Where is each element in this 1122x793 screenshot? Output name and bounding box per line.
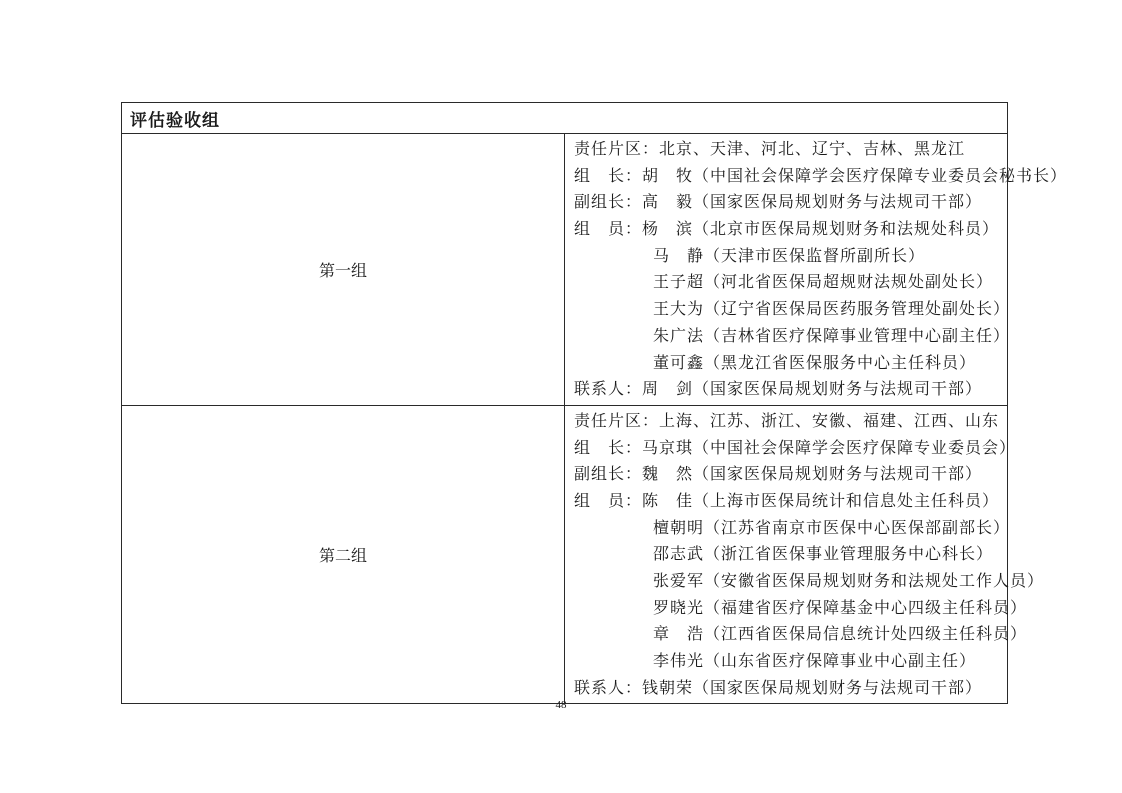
member-line: 张爱军（安徽省医保局规划财务和法规处工作人员） <box>653 571 1045 590</box>
member-line: 王子超（河北省医保局超规财法规处副处长） <box>653 272 994 292</box>
deputy-leader-line: 副组长：魏 然（国家医保局规划财务与法规司干部） <box>574 464 983 484</box>
member-line: 朱广法（吉林省医疗保障事业管理中心副主任） <box>653 325 1011 345</box>
member-line: 董可鑫（黑龙江省医保服务中心主任科员） <box>653 352 977 372</box>
member-line: 邵志武（浙江省医保事业管理服务中心科长） <box>653 544 994 564</box>
table-header-row <box>122 103 1008 134</box>
leader-line: 组 长：胡 牧（中国社会保障学会医疗保障专业委员会秘书长） <box>574 165 1068 185</box>
member-line: 马 静（天津市医保监督所副所长） <box>653 245 926 265</box>
member-line: 罗晓光（福建省医疗保障基金中心四级主任科员） <box>653 597 1028 617</box>
contact-line: 联系人：周 剑（国家医保局规划财务与法规司干部） <box>574 379 983 399</box>
group-members <box>565 405 1045 704</box>
responsible-region-line: 责任片区：上海、江苏、浙江、安徽、福建、江西、山东 <box>574 410 1000 430</box>
group-name: 第一组 <box>122 134 565 406</box>
member-line: 王大为（辽宁省医保局医药服务管理处副处长） <box>653 299 1011 319</box>
deputy-leader-line: 副组长：高 毅（国家医保局规划财务与法规司干部） <box>574 192 983 212</box>
group-members <box>565 134 1068 406</box>
evaluation-table <box>121 102 1068 704</box>
member-line: 檀朝明（江苏省南京市医保中心医保部副部长） <box>653 517 1011 537</box>
responsible-region-line: 责任片区：北京、天津、河北、辽宁、吉林、黑龙江 <box>574 139 966 158</box>
member-line: 组 员：陈 佳（上海市医保局统计和信息处主任科员） <box>574 490 1000 510</box>
member-line: 组 员：杨 滨（北京市医保局规划财务和法规处科员） <box>574 219 1000 239</box>
member-line: 章 浩（江西省医保局信息统计处四级主任科员） <box>653 624 1028 644</box>
table-title: 评估验收组 <box>122 103 1008 134</box>
group-name: 第二组 <box>122 405 565 704</box>
page-number: 48 <box>555 699 567 711</box>
contact-line: 联系人：钱朝荣（国家医保局规划财务与法规司干部） <box>574 677 983 697</box>
group-row-1 <box>122 134 1008 406</box>
leader-line: 组 长：马京琪（中国社会保障学会医疗保障专业委员会） <box>574 437 1017 457</box>
member-line: 李伟光（山东省医疗保障事业中心副主任） <box>653 651 977 671</box>
group-row-2 <box>122 405 1008 704</box>
